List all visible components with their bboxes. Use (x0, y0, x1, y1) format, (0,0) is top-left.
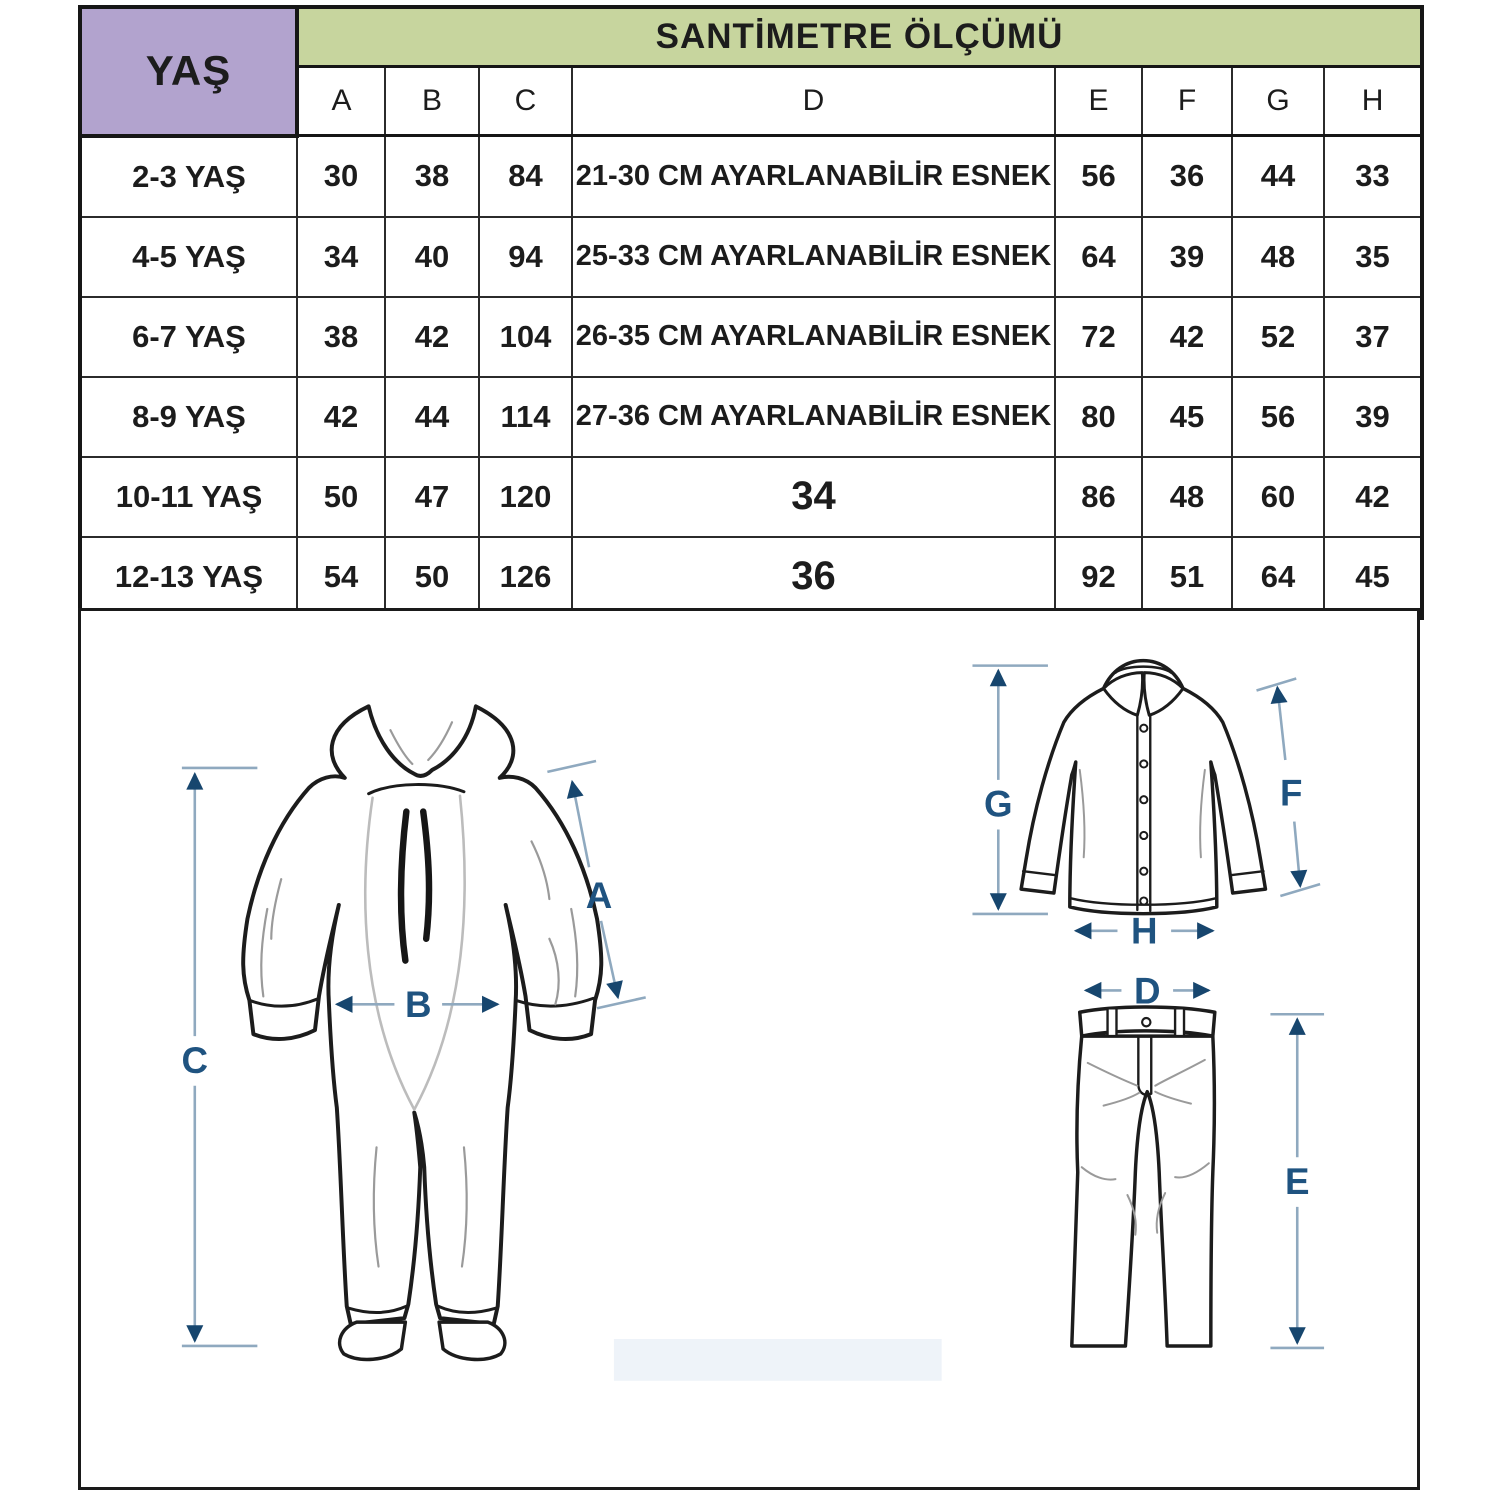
onesie-foot-right (439, 1322, 505, 1359)
column-header-h: H (1324, 67, 1422, 136)
age-column-header: YAŞ (80, 7, 297, 136)
value-cell: 44 (385, 377, 479, 457)
column-header-a: A (297, 67, 385, 136)
value-cell: 60 (1232, 457, 1324, 537)
table-row (80, 537, 1422, 618)
column-header-f: F (1142, 67, 1232, 136)
table-row (80, 217, 1422, 297)
value-cell: 94 (479, 217, 572, 297)
value-cell: 120 (479, 457, 572, 537)
value-cell: 33 (1324, 136, 1422, 217)
centimeter-group-header: SANTİMETRE ÖLÇÜMÜ (297, 7, 1422, 67)
value-cell: 72 (1055, 297, 1142, 377)
onesie-height-label: C (181, 1039, 209, 1081)
shirt-sleeve-label: F (1280, 772, 1303, 814)
onesie-drawing (243, 706, 601, 1359)
value-cell: 47 (385, 457, 479, 537)
garment-diagrams (81, 611, 1417, 1487)
value-cell: 37 (1324, 297, 1422, 377)
shirt-width-label: H (1131, 910, 1158, 952)
age-cell: 2-3 YAŞ (80, 136, 297, 217)
value-cell: 64 (1055, 217, 1142, 297)
group-header-row (80, 7, 1422, 67)
value-cell: 84 (479, 136, 572, 217)
value-cell: 42 (1324, 457, 1422, 537)
faint-watermark (614, 1339, 942, 1381)
pants-drawing (1072, 1007, 1215, 1346)
table-row (80, 377, 1422, 457)
column-header-b: B (385, 67, 479, 136)
value-cell: 36 (1142, 136, 1232, 217)
pants-waist-label: D (1134, 970, 1161, 1012)
column-header-g: G (1232, 67, 1324, 136)
value-cell: 51 (1142, 537, 1232, 618)
value-cell: 40 (385, 217, 479, 297)
column-header-c: C (479, 67, 572, 136)
value-cell: 92 (1055, 537, 1142, 618)
value-cell: 42 (297, 377, 385, 457)
shirt-drawing (1021, 661, 1265, 914)
age-cell: 10-11 YAŞ (80, 457, 297, 537)
value-cell: 26-35 CM AYARLANABİLİR ESNEK (572, 297, 1055, 377)
value-cell: 56 (1232, 377, 1324, 457)
age-cell: 12-13 YAŞ (80, 537, 297, 618)
value-cell: 25-33 CM AYARLANABİLİR ESNEK (572, 217, 1055, 297)
onesie-foot-left (340, 1322, 406, 1359)
value-cell: 42 (1142, 297, 1232, 377)
value-cell: 80 (1055, 377, 1142, 457)
pants-height-label: E (1284, 1161, 1310, 1203)
age-cell: 4-5 YAŞ (80, 217, 297, 297)
column-header-e: E (1055, 67, 1142, 136)
value-cell: 44 (1232, 136, 1324, 217)
value-cell: 104 (479, 297, 572, 377)
value-cell: 34 (297, 217, 385, 297)
value-cell: 45 (1142, 377, 1232, 457)
table-row (80, 457, 1422, 537)
value-cell: 21-30 CM AYARLANABİLİR ESNEK (572, 136, 1055, 217)
value-cell: 56 (1055, 136, 1142, 217)
value-cell: 39 (1324, 377, 1422, 457)
value-cell: 42 (385, 297, 479, 377)
age-cell: 6-7 YAŞ (80, 297, 297, 377)
pants-button (1142, 1018, 1150, 1026)
value-cell: 86 (1055, 457, 1142, 537)
value-cell: 30 (297, 136, 385, 217)
value-cell: 34 (572, 457, 1055, 537)
age-cell: 8-9 YAŞ (80, 377, 297, 457)
value-cell: 38 (385, 136, 479, 217)
value-cell: 114 (479, 377, 572, 457)
value-cell: 48 (1232, 217, 1324, 297)
measurement-diagram-box (78, 608, 1420, 1490)
value-cell: 27-36 CM AYARLANABİLİR ESNEK (572, 377, 1055, 457)
value-cell: 50 (385, 537, 479, 618)
table-row (80, 297, 1422, 377)
value-cell: 52 (1232, 297, 1324, 377)
pants-belt-loop (1108, 1008, 1117, 1036)
value-cell: 36 (572, 537, 1055, 618)
value-cell: 50 (297, 457, 385, 537)
onesie-chest-label: B (404, 984, 432, 1026)
shirt-height-label: G (984, 783, 1013, 825)
value-cell: 45 (1324, 537, 1422, 618)
column-header-d: D (572, 67, 1055, 136)
onesie-sleeve-label: A (585, 874, 613, 916)
value-cell: 54 (297, 537, 385, 618)
pants-belt-loop (1175, 1008, 1184, 1036)
value-cell: 39 (1142, 217, 1232, 297)
value-cell: 35 (1324, 217, 1422, 297)
size-table (78, 5, 1424, 620)
value-cell: 48 (1142, 457, 1232, 537)
value-cell: 126 (479, 537, 572, 618)
value-cell: 38 (297, 297, 385, 377)
table-row (80, 136, 1422, 217)
value-cell: 64 (1232, 537, 1324, 618)
